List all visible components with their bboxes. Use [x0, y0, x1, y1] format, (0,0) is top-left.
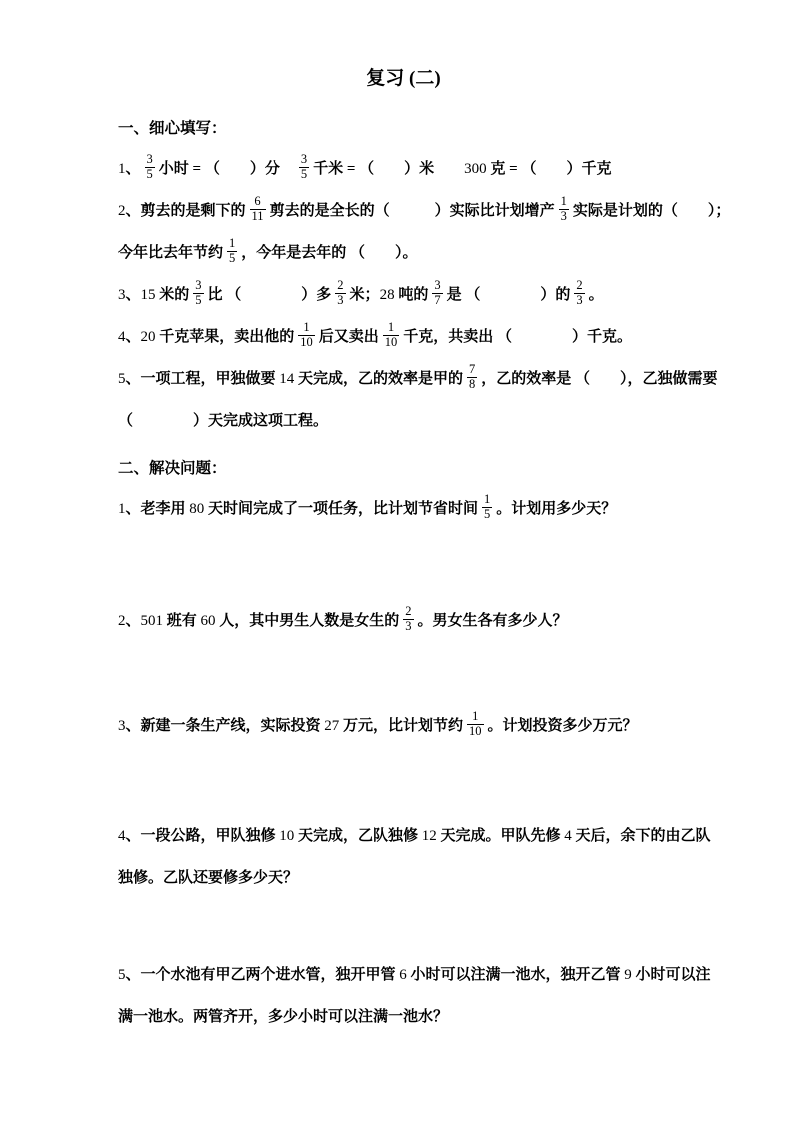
question-text: 万元，比计划节约: [339, 718, 464, 734]
question-line: [118, 600, 689, 642]
number-text: 60: [200, 613, 216, 629]
question-text: 。计划投资多少万元？: [487, 718, 638, 734]
question: [118, 316, 689, 358]
fraction: $\frac{1}{10}$: [384, 320, 398, 350]
question: [118, 358, 718, 442]
question: [118, 600, 689, 642]
question-text: 、新建一条生产线，实际投资: [125, 718, 325, 734]
question-text: 小时 = （ ）分: [158, 161, 295, 177]
question-text: 比 （ ）多: [207, 287, 332, 303]
number-text: 300: [464, 161, 487, 177]
question-text: 千克，共卖出 （ ）千克。: [403, 329, 633, 345]
question: [118, 190, 731, 274]
question-text: 天完成。甲队先修: [436, 828, 565, 844]
question-text: 。男女生各有多少人？: [417, 613, 568, 629]
question-text: 剪去的是全长的（ ）实际比计划增产: [269, 203, 555, 219]
number-text: 4: [118, 828, 126, 844]
question-text: 实际是计划的（ ）；: [572, 203, 731, 219]
question-text: 、一个水池有甲乙两个进水管，独开甲管: [125, 967, 400, 983]
number-text: 4: [564, 828, 572, 844]
question-text: 克 = （ ）千克: [486, 161, 612, 177]
fraction: $\frac{3}{5}$: [146, 152, 153, 182]
number-text: 3: [118, 287, 126, 303]
question: [118, 705, 689, 747]
page-title: 复习 (二): [366, 68, 441, 89]
fraction: $\frac{7}{8}$: [469, 362, 476, 392]
number-text: 2: [118, 203, 126, 219]
question: [118, 488, 689, 530]
question-line: [118, 954, 711, 996]
question-text: 、: [125, 613, 141, 629]
question-text: 千米 = （ ）米: [313, 161, 465, 177]
section-heading-fill-blanks: 一、细心填写：: [118, 120, 227, 137]
fraction: $\frac{1}{3}$: [560, 194, 567, 224]
question-line: [118, 274, 689, 316]
question-line: [118, 316, 689, 358]
fraction: $\frac{2}{3}$: [405, 604, 412, 634]
number-text: 4: [118, 329, 126, 345]
question-line: [118, 190, 731, 232]
number-text: 14: [279, 371, 295, 387]
number-text: 501: [140, 613, 164, 629]
question: [118, 274, 689, 316]
number-text: 9: [624, 967, 632, 983]
question-text: ，今年是去年的 （ ）。: [241, 245, 418, 261]
question-text: 、剪去的是剩下的: [125, 203, 246, 219]
question-line: [118, 488, 689, 530]
question-line: [118, 705, 689, 747]
number-text: 5: [118, 371, 126, 387]
fraction: $\frac{2}{3}$: [576, 278, 583, 308]
fraction: $\frac{1}{5}$: [484, 492, 491, 522]
question-text: 天完成，乙队独修: [294, 828, 422, 844]
question: [118, 815, 711, 899]
number-text: 2: [118, 613, 126, 629]
question-text: 、: [125, 161, 141, 177]
question-text: 满一池水。两管齐开，多少小时可以注满一池水？: [118, 1009, 449, 1025]
number-text: 20: [140, 329, 156, 345]
solve-problems-questions: [118, 488, 711, 1038]
fraction: $\frac{3}{5}$: [195, 278, 202, 308]
number-text: 5: [118, 967, 126, 983]
question: [118, 148, 689, 190]
number-text: 1: [118, 501, 126, 517]
number-text: 12: [421, 828, 437, 844]
section-fill-blanks: [118, 118, 731, 442]
number-text: 27: [324, 718, 340, 734]
fill-blanks-questions: [118, 148, 731, 442]
question-text: 小时可以注: [631, 967, 711, 983]
question-text: 。: [588, 287, 604, 303]
number-text: 80: [189, 501, 205, 517]
number-text: 15: [140, 287, 156, 303]
question-line: [118, 232, 689, 274]
question-text: 天后，余下的由乙队: [571, 828, 711, 844]
question-text: 今年比去年节约: [118, 245, 224, 261]
question-text: ，乙的效率是 （ ），乙独做需要: [481, 371, 718, 387]
question-text: 天完成，乙的效率是甲的: [294, 371, 464, 387]
question-text: 吨的: [394, 287, 429, 303]
question-text: 千克苹果，卖出他的: [155, 329, 295, 345]
number-text: 1: [118, 161, 126, 177]
section-heading-solve-problems: 二、解决问题：: [118, 460, 227, 477]
question-text: 、: [125, 329, 141, 345]
question: [118, 954, 711, 1038]
fraction: $\frac{1}{10}$: [300, 320, 313, 350]
number-text: 6: [399, 967, 407, 983]
question-text: 是 （ ）的: [446, 287, 571, 303]
question-text: 米；: [349, 287, 380, 303]
fraction: $\frac{1}{5}$: [229, 236, 236, 266]
question-line: [118, 996, 689, 1038]
question-text: 、一段公路，甲队独修: [125, 828, 280, 844]
question-text: 、老李用: [125, 501, 190, 517]
fraction: $\frac{1}{10}$: [469, 709, 482, 739]
number-text: 3: [118, 718, 126, 734]
question-text: 。计划用多少天？: [496, 501, 617, 517]
question-line: [118, 148, 689, 190]
question-line: [118, 358, 718, 400]
question-text: （ ）天完成这项工程。: [118, 413, 329, 429]
question-line: [118, 857, 689, 899]
question-text: 独修。乙队还要修多少天？: [118, 870, 299, 886]
fraction: $\frac{3}{7}$: [434, 278, 441, 308]
number-text: 28: [379, 287, 395, 303]
question-text: 天时间完成了一项任务，比计划节省时间: [204, 501, 479, 517]
fraction: $\frac{3}{5}$: [300, 152, 308, 182]
question-text: 米的: [155, 287, 190, 303]
fraction: $\frac{6}{11}$: [251, 194, 264, 224]
question-text: 小时可以注满一池水，独开乙管: [406, 967, 625, 983]
fraction: $\frac{2}{3}$: [337, 278, 344, 308]
number-text: 10: [279, 828, 295, 844]
question-text: 、: [125, 287, 141, 303]
question-line: [118, 815, 711, 857]
question-line: [118, 400, 689, 442]
question-text: 、一项工程，甲独做要: [125, 371, 280, 387]
question-text: 班有: [163, 613, 201, 629]
section-solve-problems: [118, 458, 711, 1038]
question-text: 后又卖出: [318, 329, 379, 345]
question-text: 人，其中男生人数是女生的: [215, 613, 400, 629]
